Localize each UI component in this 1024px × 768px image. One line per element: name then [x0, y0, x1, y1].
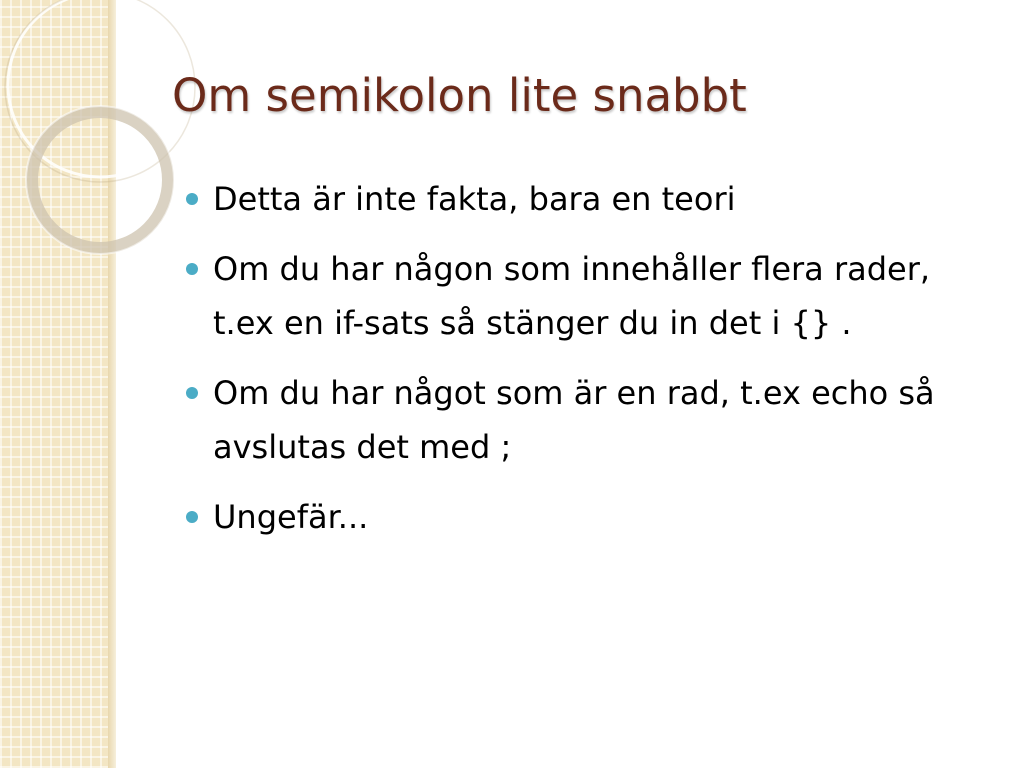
slide-title: Om semikolon lite snabbt	[172, 69, 747, 122]
bullet-item	[184, 242, 984, 350]
bullet-item	[184, 172, 984, 226]
bullet-text: Om du har någon som innehåller flera rader, t.ex en if-sats så stänger du in det i {} .	[213, 250, 931, 342]
bullet-text: Ungefär...	[213, 498, 369, 536]
bullet-item	[184, 490, 984, 544]
bullet-dot-icon	[186, 387, 198, 399]
bullet-dot-icon	[186, 193, 198, 205]
bullet-item	[184, 366, 984, 474]
bullet-list	[184, 172, 984, 560]
bullet-dot-icon	[186, 263, 198, 275]
decorative-ring-small	[32, 112, 168, 248]
decorative-rings-icon	[0, 0, 200, 300]
decorative-ring-small-highlight	[26, 106, 174, 254]
bullet-dot-icon	[186, 511, 198, 523]
bullet-text: Detta är inte fakta, bara en teori	[213, 180, 736, 218]
bullet-text: Om du har något som är en rad, t.ex echo så avslutas det med ;	[213, 374, 935, 466]
